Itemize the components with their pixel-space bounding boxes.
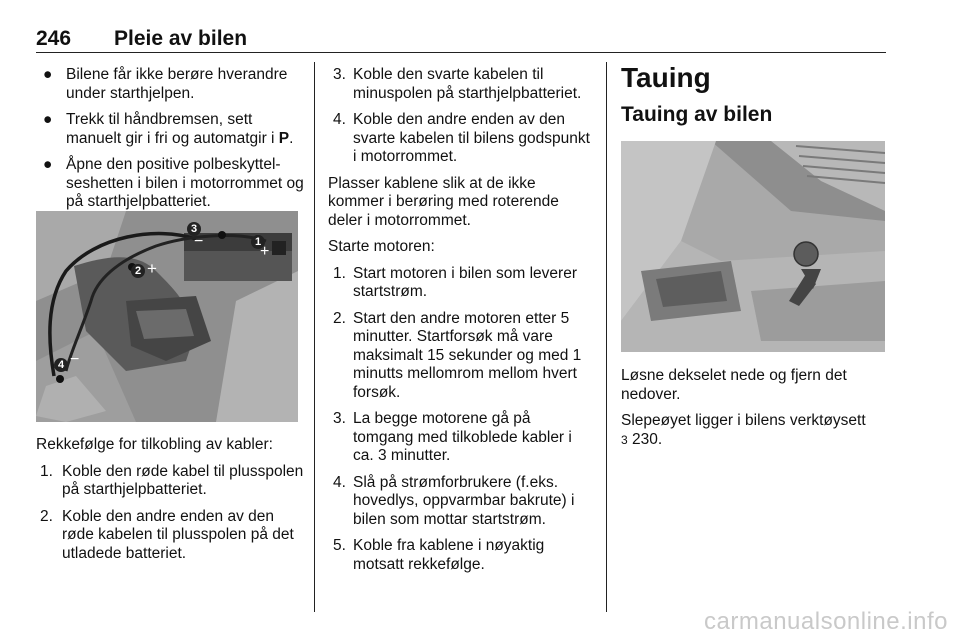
plus-sign: + <box>147 259 157 278</box>
list-item <box>36 156 304 212</box>
callout-1: 1 <box>251 235 265 249</box>
step-number: 3. <box>333 66 346 83</box>
list-item <box>328 111 592 167</box>
column-1 <box>36 66 304 220</box>
sequence-intro: Rekkefølge for tilkobling av kabler: <box>36 436 273 453</box>
plus-sign: + <box>260 243 270 260</box>
bullet-text: Bilene får ikke berøre hverandre under starthjelpen. <box>66 66 288 102</box>
bullet-icon: ● <box>43 156 53 173</box>
step-text: Slå på strømforbrukere (f.eks. hovedlys, oppvarmbar bakrute) i bilen som mottar startstrøm. <box>353 473 575 528</box>
step-number: 3. <box>333 410 346 427</box>
list-item <box>36 66 304 103</box>
step-text: Koble fra kablene i nøyaktig motsatt rekkefølge. <box>353 537 545 573</box>
page-ref-link[interactable]: 230. <box>632 430 663 448</box>
step-number: 2. <box>333 309 346 327</box>
list-item <box>328 410 592 466</box>
list-item <box>328 537 592 574</box>
column-2 <box>328 66 592 582</box>
list-item <box>328 66 592 103</box>
step-text: Koble den andre enden av den røde kabelen til plusspolen på det utladede batteriet. <box>62 507 294 562</box>
watermark: carmanualsonline.info <box>704 608 948 635</box>
towing-eye-ref <box>621 412 887 449</box>
step-text: Koble den svarte kabelen til minuspolen på starthjelpbatteriet. <box>353 66 582 102</box>
step-number: 5. <box>333 537 346 554</box>
header-rule <box>36 52 886 53</box>
jump-start-illustration <box>36 211 298 422</box>
ref-text: Slepeøyet ligger i bilens verktøysett <box>621 412 866 429</box>
list-item <box>328 474 592 530</box>
minus-sign: − <box>70 351 80 368</box>
column-divider-1 <box>314 62 315 612</box>
cable-note: Plasser kablene slik at de ikke kommer i berøring med roterende deler i motorrommet. <box>328 174 559 229</box>
callout-4: 4 <box>54 358 68 372</box>
column-3 <box>621 62 887 138</box>
page-number: 246 <box>36 27 72 50</box>
callout-2: 2 <box>131 264 145 278</box>
step-number: 4. <box>333 111 346 128</box>
list-item <box>328 265 592 302</box>
subsection-heading: Tauing av bilen <box>621 103 773 126</box>
period: . <box>289 129 294 147</box>
step-text: Start den andre motoren etter 5 minutter. Startforsøk må vare maksimalt 15 sekunder og med 1 minutts mellomrom mellom hvert forsøk. <box>353 309 582 401</box>
towing-caption: Løsne dekselet nede og fjern det nedover. <box>621 367 847 403</box>
page-header <box>36 27 247 51</box>
page-title: Pleie av bilen <box>114 27 248 50</box>
step-text: Koble den røde kabel til plusspolen på starthjelpbatteriet. <box>62 462 304 498</box>
page-ref-icon: 3 <box>621 432 628 447</box>
step-number: 4. <box>333 473 346 491</box>
section-heading: Tauing <box>621 62 711 93</box>
start-intro: Starte motoren: <box>328 238 435 255</box>
step-number: 2. <box>40 507 53 525</box>
bullet-text: Trekk til håndbremsen, sett manuelt gir i fri og automatgir i <box>66 111 275 147</box>
bullet-icon: ● <box>43 111 53 128</box>
column-1-lower <box>36 436 304 571</box>
step-number: 1. <box>333 264 346 282</box>
bullet-text: Åpne den positive polbeskyttelseshetten i bilen i motorrommet og på starthjelpbatteriet. <box>66 156 304 210</box>
gear-p-label: P <box>278 129 290 147</box>
step-text: Koble den andre enden av den svarte kabelen til bilens godspunkt i motorrommet. <box>353 111 590 165</box>
bullet-icon: ● <box>43 66 53 83</box>
list-item <box>36 463 304 500</box>
minus-sign: − <box>194 233 204 250</box>
list-item <box>328 310 592 403</box>
step-text: Start motoren i bilen som leverer startstrøm. <box>353 264 577 300</box>
step-number: 1. <box>40 462 53 480</box>
list-item <box>36 111 304 148</box>
callout-3: 3 <box>187 222 201 236</box>
step-text: La begge motorene gå på tomgang med tilkoblede kabler i ca. 3 minutter. <box>353 410 572 464</box>
list-item <box>36 508 304 564</box>
towing-eye-cover-illustration <box>621 141 885 352</box>
column-divider-2 <box>606 62 607 612</box>
column-3-lower <box>621 367 887 457</box>
